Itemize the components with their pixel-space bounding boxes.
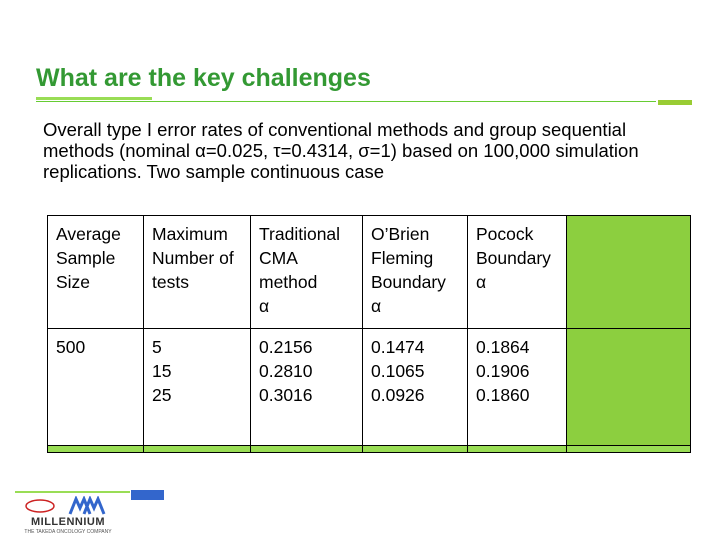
header-max-tests <box>144 216 251 329</box>
logo-brand: MILLENNIUM <box>30 516 106 528</box>
cell-value: 0.1906 <box>476 360 530 381</box>
header-line: Size <box>56 272 91 292</box>
cell-value: 0.1860 <box>476 384 530 405</box>
title-underline-accent <box>36 97 152 100</box>
table-footer-row <box>48 445 691 452</box>
header-line: Maximum <box>152 224 228 244</box>
header-average-sample-size <box>48 216 144 329</box>
header-line: method <box>259 272 318 292</box>
header-line: Traditional <box>259 224 341 244</box>
cell-value: 25 <box>152 384 172 405</box>
table-header-row <box>48 216 691 329</box>
footer-cell <box>48 445 144 452</box>
footer-rule <box>15 491 130 493</box>
header-line: Fleming <box>371 248 434 268</box>
header-line: tests <box>152 272 189 292</box>
header-line: Number of <box>152 248 234 268</box>
header-line: Sample <box>56 248 116 268</box>
footer-cell <box>363 445 468 452</box>
intro-text: Overall type I error rates of conventional methods and group sequential methods (nominal α=0.025, τ=0.4314, σ=1) based on 100,000 simulation replications. Two sample continuous case <box>43 119 639 182</box>
header-line: Average <box>56 224 121 244</box>
green-column-cell <box>567 328 691 445</box>
header-line: α <box>259 296 270 316</box>
logo-tagline: THE TAKEDA ONCOLOGY COMPANY <box>24 529 112 535</box>
header-line: Boundary <box>476 248 551 268</box>
header-traditional-cma <box>251 216 363 329</box>
header-line: Pocock <box>476 224 534 244</box>
cell-value: 0.2810 <box>259 360 313 381</box>
header-line: O’Brien <box>371 224 430 244</box>
table-row <box>48 328 691 445</box>
slide-title: What are the key challenges <box>36 64 371 92</box>
cell-max-tests <box>144 328 251 445</box>
header-line: Boundary <box>371 272 446 292</box>
cell-value: 0.0926 <box>371 384 425 405</box>
header-pocock <box>468 216 567 329</box>
cell-traditional-cma <box>251 328 363 445</box>
cell-value: 0.1864 <box>476 336 530 357</box>
cell-value: 500 <box>56 336 86 357</box>
cell-value: 15 <box>152 360 172 381</box>
cell-value: 0.3016 <box>259 384 313 405</box>
header-obrien-fleming <box>363 216 468 329</box>
cell-value: 5 <box>152 336 162 357</box>
cell-sample-size <box>48 328 144 445</box>
cell-value: 0.2156 <box>259 336 313 357</box>
footer-cell <box>468 445 567 452</box>
cell-value: 0.1474 <box>371 336 425 357</box>
header-line: α <box>371 296 382 316</box>
cell-obrien-fleming <box>363 328 468 445</box>
footer-blue-block <box>131 490 164 500</box>
green-column-cell <box>567 216 691 329</box>
cell-value: 0.1065 <box>371 360 425 381</box>
footer-cell <box>567 445 691 452</box>
error-rate-table <box>47 215 691 453</box>
logo-mark-icon <box>18 496 118 516</box>
millennium-logo <box>18 496 118 538</box>
header-line: CMA <box>259 248 298 268</box>
title-underline <box>36 101 656 102</box>
footer-cell <box>251 445 363 452</box>
title-underline-tab <box>658 100 692 105</box>
cell-pocock <box>468 328 567 445</box>
header-line: α <box>476 272 487 292</box>
footer-cell <box>144 445 251 452</box>
